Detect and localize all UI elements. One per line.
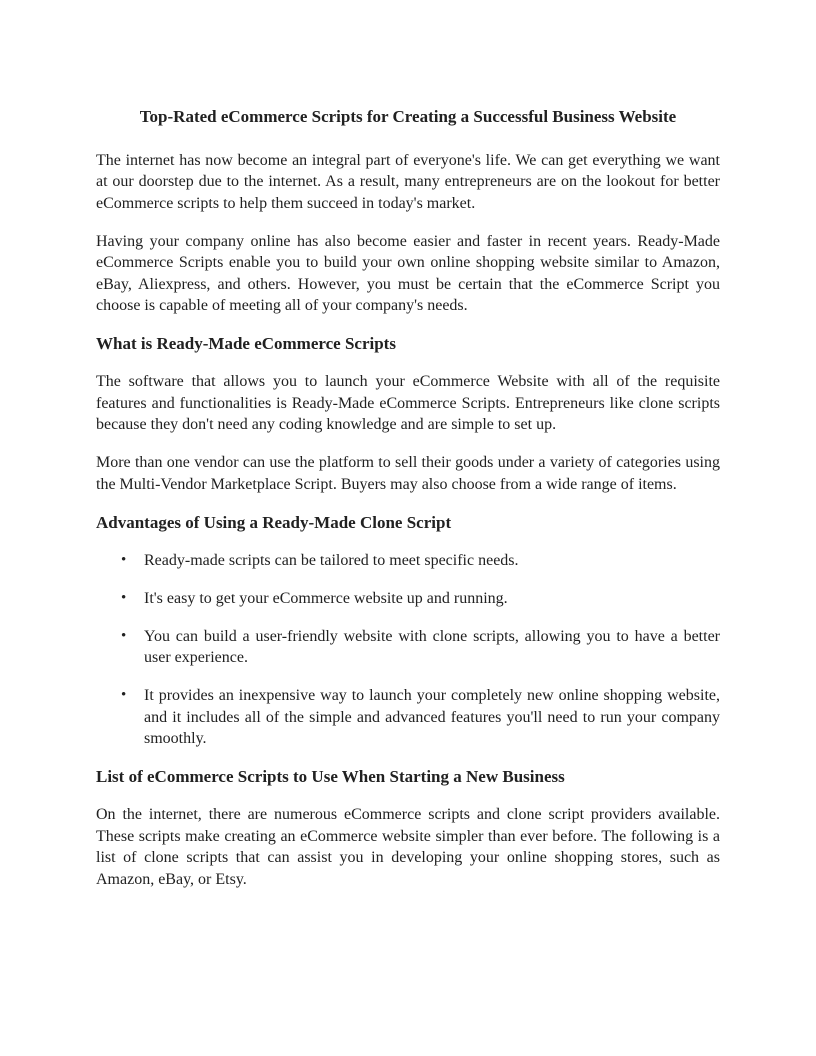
bullet-icon: • <box>121 627 127 644</box>
list-item <box>96 685 720 750</box>
heading-advantages: Advantages of Using a Ready-Made Clone Script <box>96 512 452 532</box>
list-item <box>96 626 720 669</box>
document-title: Top-Rated eCommerce Scripts for Creating a Successful Business Website <box>139 107 677 126</box>
bullet-icon: • <box>121 589 127 606</box>
intro-paragraph-1: The internet has now become an integral part of everyone's life. We can get everything we want at our doorstep due to the internet. As a result, many entrepreneurs are on the lookout for better eCommerce scripts to help them succeed in today's market. <box>96 151 720 212</box>
list-item-text: It's easy to get your eCommerce website up and running. <box>144 589 508 607</box>
list-item <box>96 588 720 610</box>
list-of-scripts-paragraph: On the internet, there are numerous eCommerce scripts and clone script providers available. These scripts make creating an eCommerce website simpler than ever before. The following is a list of clone scripts that can assist you in developing your online shopping stores, such as Amazon, eBay, or Etsy. <box>96 806 720 888</box>
intro-paragraph-2: Having your company online has also become easier and faster in recent years. Ready-Made eCommerce Scripts enable you to build your own online shopping website similar to Amazon, eBay, Aliexpress, and others. However, you must be certain that the eCommerce Script you choose is capable of meeting all of your company's needs. <box>96 232 720 314</box>
heading-list-of-scripts: List of eCommerce Scripts to Use When Starting a New Business <box>96 767 565 786</box>
bullet-icon: • <box>121 687 127 703</box>
heading-what-is-ready-made: What is Ready-Made eCommerce Scripts <box>96 334 396 353</box>
what-is-paragraph-1: The software that allows you to launch your eCommerce Website with all of the requisite features and functionalities is Ready-Made eCommerce Scripts. Entrepreneurs like clone scripts because they don't need any coding knowledge and are simple to set up. <box>96 373 720 433</box>
list-item <box>96 550 720 572</box>
list-item-text: You can build a user-friendly website with clone scripts, allowing you to have a better user experience. <box>144 627 720 666</box>
list-item-text: It provides an inexpensive way to launch your completely new online shopping website, and it includes all of the simple and advanced features you'll need to run your company smoothly. <box>144 687 720 747</box>
bullet-icon: • <box>121 551 127 568</box>
list-item-text: Ready-made scripts can be tailored to meet specific needs. <box>144 551 519 569</box>
what-is-paragraph-2: More than one vendor can use the platform to sell their goods under a variety of categories using the Multi-Vendor Marketplace Script. Buyers may also choose from a wide range of items. <box>96 454 720 493</box>
advantages-list <box>96 550 720 750</box>
